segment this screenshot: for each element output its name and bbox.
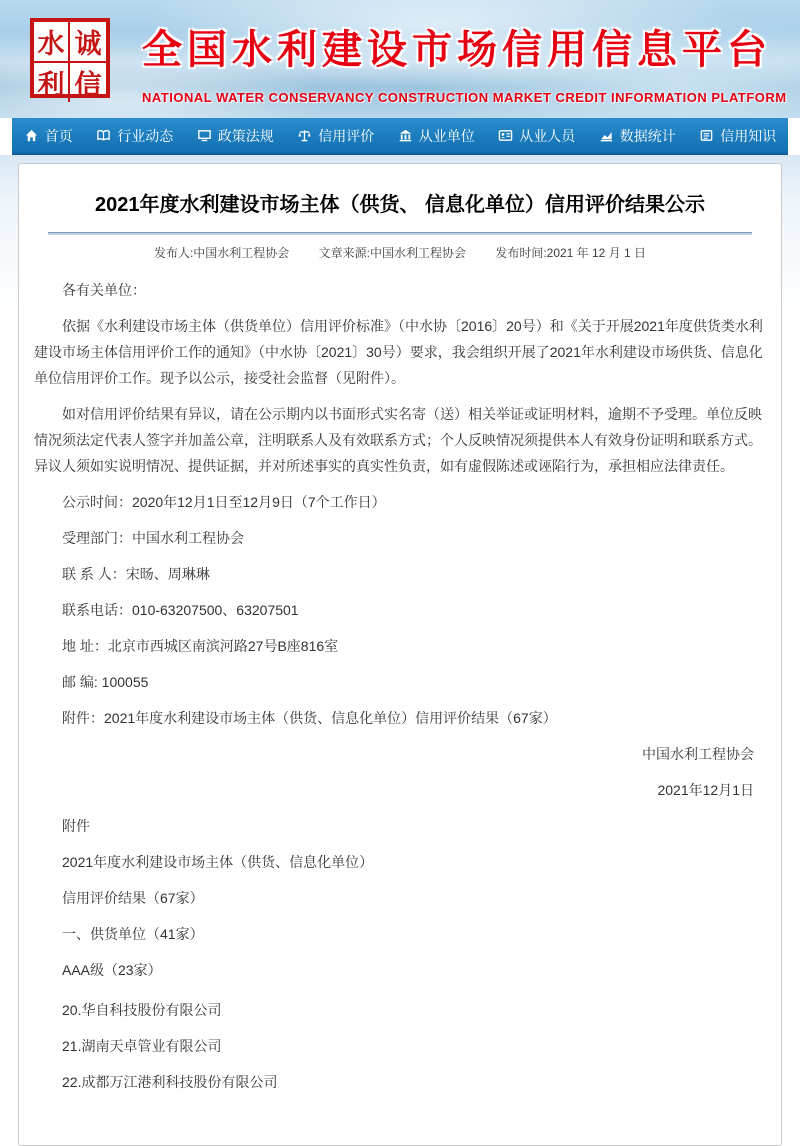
id-card-icon [498,128,513,143]
nav-item-credit-knowledge[interactable] [699,126,776,146]
attachment-line: 信用评价结果（67家） [62,890,204,906]
salutation: 各有关单位： [62,282,146,298]
info-line-address: 地 址：北京市西城区南滨河路27号B座816室 [62,638,339,654]
site-banner [0,0,800,118]
logo-char: 信 [74,70,102,100]
list-item: 21.湖南天卓管业有限公司 [62,1038,222,1054]
attachment-line: AAA级（23家） [62,962,162,978]
announcement-document [18,163,782,1146]
nav-item-statistics[interactable] [599,126,676,146]
info-line-contacts: 联 系 人：宋旸、周琳琳 [62,566,210,582]
attachment-line: 2021年度水利建设市场主体（供货、信息化单位） [62,854,374,870]
bank-icon [398,128,413,143]
info-line-postcode: 邮 编: 100055 [62,674,149,690]
nav-item-label: 信用评价 [318,127,375,144]
meta-publish-time: 发布时间:2021 年 12 月 1 日 [495,246,647,260]
nav-item-label: 信用知识 [720,127,777,144]
list-item: 20.华自科技股份有限公司 [62,1002,222,1018]
main-nav [12,118,788,155]
nav-item-label: 从业单位 [418,127,475,144]
list-item: 22.成都万江港利科技股份有限公司 [62,1074,278,1090]
nav-item-home[interactable] [24,126,73,146]
site-logo [30,18,110,98]
signature-org: 中国水利工程协会 [642,746,754,762]
logo-char: 水 [34,22,70,63]
nav-item-label: 首页 [44,127,73,144]
content-area [0,155,800,1146]
info-line-publicity-period: 公示时间：2020年12月1日至12月9日（7个工作日） [62,494,386,510]
logo-char: 诚 [70,22,106,63]
info-line-phone: 联系电话：010-63207500、63207501 [62,602,299,618]
attachment-heading: 附件 [62,818,90,834]
article-title: 2021年度水利建设市场主体（供货、 信息化单位）信用评价结果公示 [94,194,706,216]
site-subtitle: NATIONAL WATER CONSERVANCY CONSTRUCTION MARKET CREDIT INFORMATION PLATFORM [142,90,787,105]
nav-item-policies[interactable] [197,126,274,146]
book-icon [699,128,714,143]
nav-item-personnel[interactable] [498,126,575,146]
signature-date: 2021年12月1日 [657,782,754,798]
scale-icon [297,128,312,143]
nav-item-label: 从业人员 [519,127,576,144]
nav-item-label: 政策法规 [217,127,274,144]
home-icon [24,128,39,143]
info-line-accepting-department: 受理部门：中国水利工程协会 [62,530,244,546]
logo-char: 利 [34,63,70,102]
meta-publisher: 发布人:中国水利工程协会 [153,246,290,260]
nav-item-employer-units[interactable] [398,126,475,146]
nav-item-industry-news[interactable] [96,126,173,146]
info-line-attachment: 附件：2021年度水利建设市场主体（供货、信息化单位）信用评价结果（67家） [62,710,557,726]
article-body [34,277,766,1095]
paragraph: 如对信用评价结果有异议，请在公示期内以书面形式实名寄（送）相关举证或证明材料，逾期不予受理。单位反映情况须法定代表人签字并加盖公章，注明联系人及有效联系方式；个人反映情况须提供本人有效身份证明和联系方式。异议人须如实说明情况、提供证据，并对所述事实的真实性负责，如有虚假陈述或诬陷行为，承担相应法律责任。 [34,406,762,474]
title-divider [48,232,752,235]
chart-icon [599,128,614,143]
news-icon [96,128,111,143]
attachment-line: 一、供货单位（41家） [62,926,204,942]
nav-item-label: 行业动态 [117,127,174,144]
monitor-icon [197,128,212,143]
article-meta [34,244,766,261]
paragraph: 依据《水利建设市场主体（供货单位）信用评价标准》（中水协〔2016〕20号）和《关于开展2021年度供货类水利建设市场主体信用评价工作的通知》（中水协〔2021〕30号）要求，我会组织开展了2021年水利建设市场供货、信息化单位信用评价工作。现予以公示，接受社会监督（见附件）。 [34,318,763,386]
site-title: 全国水利建设市场信用信息平台 [142,27,772,72]
meta-source: 文章来源:中国水利工程协会 [318,246,466,260]
nav-item-credit-rating[interactable] [297,126,374,146]
nav-item-label: 数据统计 [619,127,676,144]
